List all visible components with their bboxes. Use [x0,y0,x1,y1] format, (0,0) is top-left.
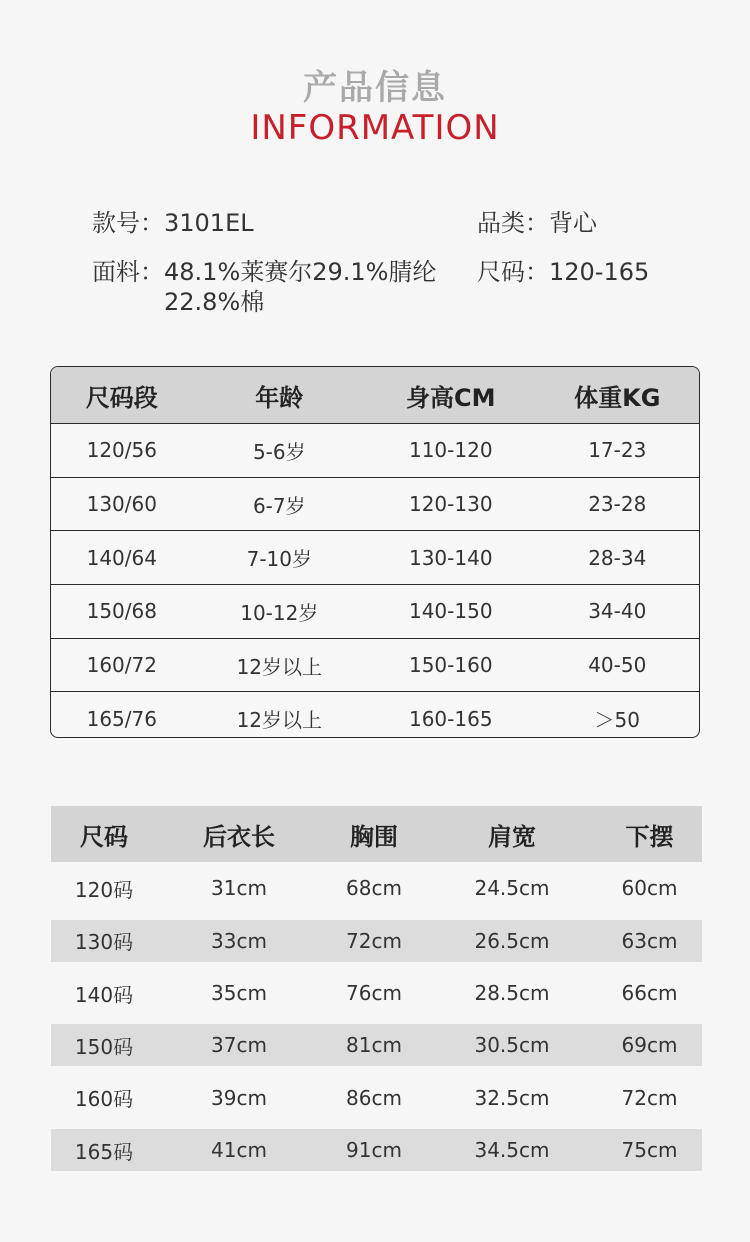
table-cell: 12岁以上 [236,708,323,733]
table-row [51,423,699,477]
table-cell: 68cm [346,876,402,901]
table-cell: 81cm [346,1033,402,1058]
table-cell: 23-28 [588,492,647,517]
table-cell: 60cm [621,876,678,901]
fabric [92,257,449,317]
table-row [51,1071,702,1124]
table-cell: 150-160 [408,653,493,678]
size-chart-table [50,366,700,738]
table-cell: 86cm [346,1085,402,1110]
table-cell: 31cm [211,876,267,901]
table-cell: 75cm [621,1138,678,1163]
table-cell: 37cm [211,1033,267,1058]
table-row [51,530,699,584]
table-cell: 140/64 [86,545,157,570]
table-cell: 5-6岁 [252,439,306,464]
table-cell: 69cm [621,1033,678,1058]
table-cell: 140-150 [408,599,493,624]
style-number-label: 款号： [92,209,164,237]
table-cell: 34.5cm [474,1138,550,1163]
table-cell: 165码 [74,1139,134,1164]
table-cell: 28.5cm [474,981,550,1006]
fabric-value: 48.1%莱赛尔29.1%腈纶22.8%棉 [164,258,437,316]
table-cell: 160-165 [408,706,493,731]
table-cell: 120-130 [408,492,493,517]
table-cell: 32.5cm [474,1085,550,1110]
table-cell: 33cm [211,928,267,953]
table-cell: 66cm [621,981,678,1006]
table-cell: 120/56 [86,438,157,463]
table-cell: 35cm [211,981,267,1006]
measurement-header-cell: 肩宽 [488,822,536,851]
category-label: 品类： [477,209,549,237]
table-cell: 91cm [346,1138,402,1163]
measurement-table [51,806,702,1176]
table-row [51,584,699,638]
measurement-header-cell: 后衣长 [203,822,275,851]
table-cell: 12岁以上 [236,654,323,679]
table-cell: 130-140 [408,545,493,570]
table-cell: 41cm [211,1138,267,1163]
section-title-en: INFORMATION [250,108,500,148]
table-cell: 150/68 [86,599,157,624]
table-cell: 160码 [74,1087,134,1112]
table-cell: 28-34 [588,545,647,570]
table-cell: 17-23 [588,438,647,463]
table-row [51,967,702,1020]
table-cell: 26.5cm [474,928,550,953]
table-cell: 76cm [346,981,402,1006]
table-cell: 39cm [211,1085,267,1110]
fabric-label: 面料： [92,258,164,286]
size-chart-header-cell: 年龄 [255,383,304,412]
table-cell: 40-50 [588,653,647,678]
measurement-header [51,806,702,862]
table-cell: 110-120 [408,438,493,463]
table-cell: 130/60 [86,492,157,517]
table-cell: 165/76 [86,706,157,731]
table-cell: 30.5cm [474,1033,550,1058]
table-cell: 140码 [74,982,134,1007]
table-cell: 7-10岁 [246,547,312,572]
table-row [51,1129,702,1171]
table-cell: 6-7岁 [252,493,306,518]
size-chart-header-cell: 尺码段 [85,383,158,412]
table-cell: 10-12岁 [240,600,319,625]
size-range-label: 尺码： [477,258,549,286]
table-row [51,1024,702,1066]
table-cell: 34-40 [588,599,647,624]
table-cell: ＞50 [594,708,640,733]
size-range [477,257,649,287]
category [477,208,597,238]
table-row [51,638,699,692]
style-number [92,208,254,238]
table-cell: 24.5cm [474,876,550,901]
table-cell: 130码 [74,930,134,955]
table-cell: 150码 [74,1034,134,1059]
measurement-header-cell: 胸围 [350,822,398,851]
table-cell: 160/72 [86,653,157,678]
table-cell: 72cm [346,928,402,953]
table-row [51,691,699,738]
size-chart-header-cell: 身高CM [406,383,496,412]
measurement-header-cell: 尺码 [80,822,128,851]
size-chart-header-cell: 体重KG [574,383,661,412]
table-cell: 63cm [621,928,678,953]
size-chart-header [51,367,699,423]
table-cell: 120码 [74,877,134,902]
size-range-value: 120-165 [549,258,650,286]
category-value: 背心 [549,209,597,237]
style-number-value: 3101EL [164,209,254,237]
table-cell: 72cm [621,1085,678,1110]
section-title-cn: 产品信息 [303,68,447,108]
measurement-header-cell: 下摆 [625,822,674,851]
table-row [51,862,702,915]
table-row [51,920,702,962]
table-row [51,477,699,531]
